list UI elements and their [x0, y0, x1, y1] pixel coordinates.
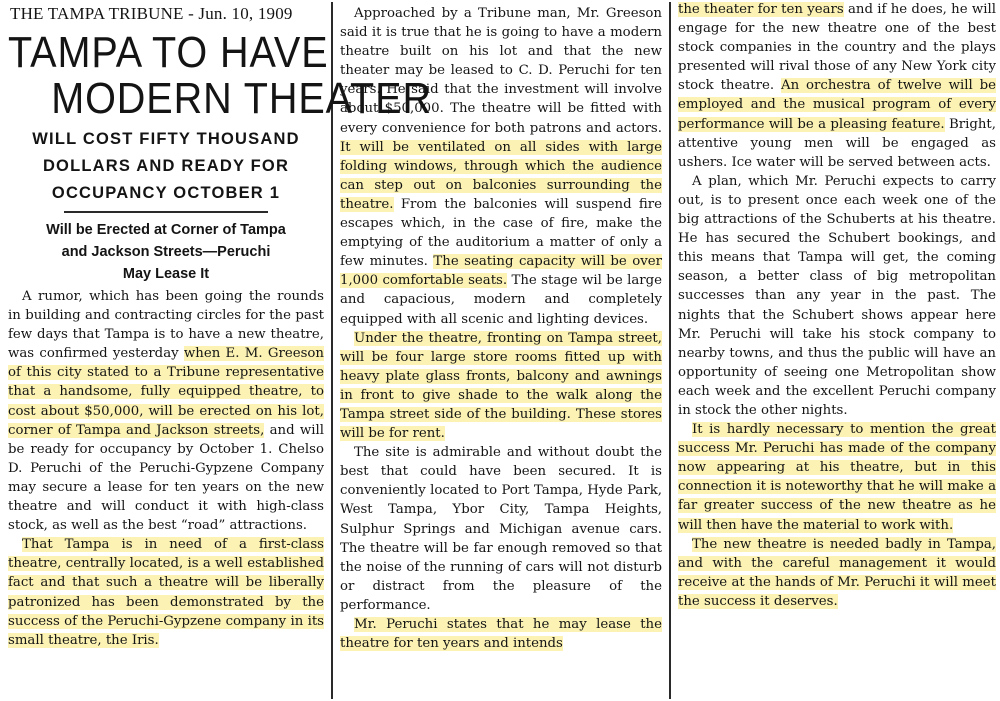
subdeck-line-1: Will be Erected at Corner of Tampa [46, 222, 286, 238]
text-run: From the balconies will suspend fire escapes which, in the case of fire, make the emptying of the auditorium a matter of only a few minutes. [340, 196, 662, 270]
deck-line-2: DOLLARS AND READY FOR [42, 157, 290, 175]
text-run: The stage wil be large and capacious, modern and completely equipped with all scenic and lighting devices. [340, 273, 662, 327]
column-3 [672, 0, 1000, 701]
deck-line-3: OCCUPANCY OCTOBER 1 [51, 184, 281, 202]
paragraph [8, 287, 324, 535]
column-1 [0, 0, 432, 701]
paragraph [8, 535, 324, 650]
headline-line-1: TAMPA TO HAVE [8, 28, 329, 77]
paragraph [678, 535, 996, 611]
paragraph [340, 615, 662, 653]
deck [8, 126, 324, 207]
highlighted-text: An orchestra of twelve will be employed and the musical program of every performance will be a pleasing feature. [678, 78, 996, 132]
subdeck [8, 219, 324, 285]
column-2 [334, 0, 668, 701]
column-rule [669, 2, 671, 699]
paragraph [340, 4, 662, 329]
text-run: Approached by a Tribune man, Mr. Greeson said it is true that he is going to have a modern theatre built on his lot and that the new theater may be leased to C. D. Peruchi for ten years. He said that the investment will involve about $50,000. The theatre will be fitted with every convenience for both patrons and actors. [340, 6, 662, 136]
subdeck-line-3: May Lease It [122, 266, 210, 282]
headline [8, 28, 432, 123]
highlighted-text: That Tampa is in need of a first-class theatre, centrally located, is a well established fact and that such a theatre will be liberally patronized has been demonstrated by the success of the Peruchi-Gypzene company in its small theatre, the Iris. [8, 537, 324, 648]
headline-line-2: MODERN THEATER [51, 74, 432, 123]
text-run: A rumor, which has been going the rounds in building and contracting circles for the past few days that Tampa is to have a new theatre, was confirmed yesterday [8, 289, 324, 362]
highlighted-text: Mr. Peruchi states that he may lease the theatre for ten years and intends [340, 617, 662, 652]
highlighted-text: The seating capacity will be over 1,000 comfortable seats. [340, 254, 662, 289]
paragraph [678, 172, 996, 420]
paragraph [678, 420, 996, 535]
deck-line-1: WILL COST FIFTY THOUSAND [32, 130, 300, 148]
highlighted-text: the theater for ten years [678, 2, 844, 17]
text-run: The site is admirable and without doubt the best that could have been secured. It is conveniently located to Port Tampa, Hyde Park, West Tampa, Ybor City, Tampa Heights, Sulphur Springs and Michigan avenue cars. The theatre will be far enough removed so that the noise of the running of cars will not disturb or distract from the pleasure of the performance. [340, 445, 662, 613]
text-run: Bright, attentive young men will be engaged as ushers. Ice water will be served between acts. [678, 116, 996, 170]
paragraph [678, 0, 996, 172]
subdeck-line-2: and Jackson Streets—Peruchi [61, 244, 271, 260]
dateline: THE TAMPA TRIBUNE - Jun. 10, 1909 [10, 4, 293, 23]
highlighted-text: Under the theatre, fronting on Tampa street, will be four large store rooms fitted up with heavy plate glass fronts, balcony and awnings in front to give shade to the walk along the Tampa street side of the building. These stores will be for rent. [340, 330, 662, 442]
text-run: and if he does, he will engage for the new theatre one of the best stock companies in the country and the plays presented will rival those of any New York city stock theatre. [678, 2, 996, 94]
text-run: and will be ready for occupancy by October 1. Chelso D. Peruchi of the Peruchi-Gypzene Company may secure a lease for ten years on the new theatre and will conduct it with high-class stock, as well as the best “road” attractions. [8, 422, 324, 534]
paragraph [340, 443, 662, 615]
highlighted-text: It will be ventilated on all sides with large folding windows, through which the audience can step out on balconies surrounding the theatre. [340, 139, 662, 212]
highlighted-text: It is hardly necessary to mention the great success Mr. Peruchi has made of the company now appearing at his theatre, but in this connection it is noteworthy that he will make a far greater success of the new theatre as he will then have the material to work with. [678, 422, 996, 533]
highlighted-text: The new theatre is needed badly in Tampa, and with the careful management it would receive at the hands of Mr. Peruchi it will meet the success it deserves. [678, 536, 996, 609]
highlighted-text: when E. M. Greeson of this city stated to a Tribune representative that a handsome, fully equipped theatre, to cost about $50,000, will be erected on his lot, corner of Tampa and Jackson streets, [8, 346, 324, 438]
text-run: A plan, which Mr. Peruchi expects to carry out, is to present once each week one of the big attractions of the Schuberts at his theatre. He has secured the Schubert bookings, and this means that Tampa will get, the coming season, a better class of big metropolitan successes than any year in the past. The nights that the Schubert shows appear here Mr. Peruchi will take his stock company to nearby towns, and thus the public will have an opportunity of seeing one Metropolitan show each week and the excellent Peruchi company in stock the other nights. [678, 173, 996, 418]
divider [64, 211, 268, 213]
paragraph [340, 329, 662, 444]
